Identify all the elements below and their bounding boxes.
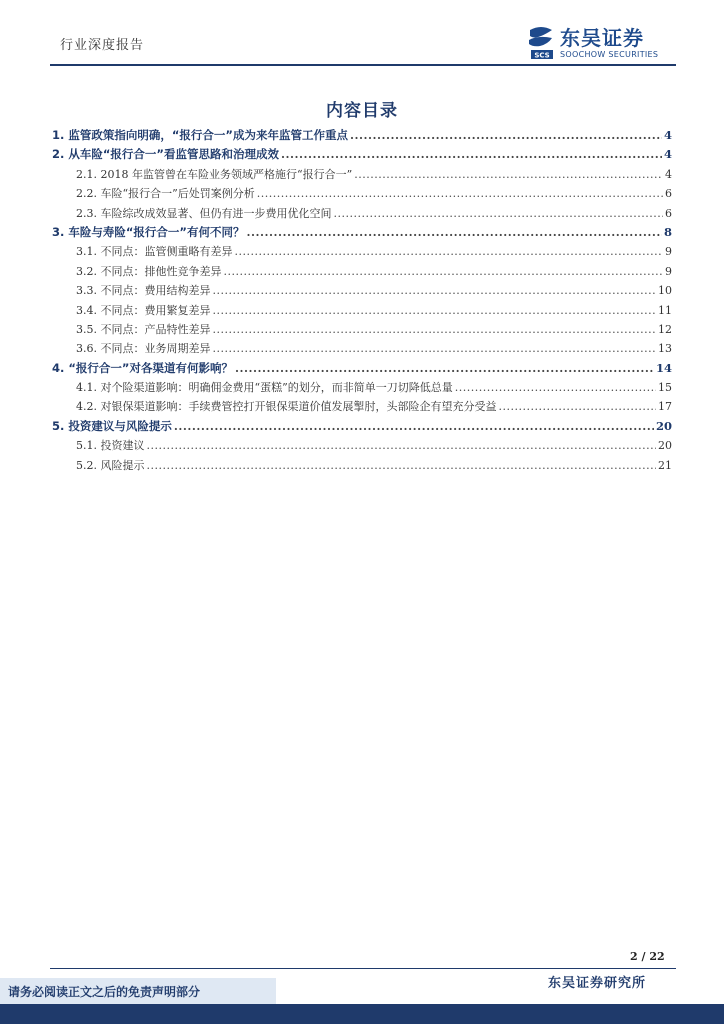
toc-leader-dots [213, 281, 657, 300]
logo-chinese-name: 东吴证券 [560, 26, 644, 50]
toc-section-entry[interactable] [52, 359, 672, 378]
toc-leader-dots [147, 456, 657, 475]
toc-leader-dots [281, 145, 662, 164]
toc-entry-label: 5.1. 投资建议 [76, 439, 145, 453]
toc-entry-page: 20 [655, 418, 672, 433]
toc-entry-page: 11 [658, 303, 672, 317]
toc-leader-dots [334, 204, 664, 223]
toc-entry-label: 3.4. 不同点：费用繁复差异 [76, 303, 211, 317]
toc-section-entry[interactable] [52, 417, 672, 436]
logo-mark-icon [526, 26, 556, 60]
toc-entry-page: 20 [658, 439, 672, 453]
toc-section-entry[interactable] [52, 126, 672, 145]
toc-entry-label: 4. “报行合一”对各渠道有何影响？ [52, 360, 233, 375]
company-logo [526, 26, 672, 62]
toc-entry-label: 4.1. 对个险渠道影响：明确佣金费用“蛋糕”的划分，而非简单一刀切降低总量 [76, 381, 453, 395]
footer-brand: 东吴证券研究所 [548, 976, 647, 991]
toc-leader-dots [350, 126, 662, 145]
toc-entry-page: 17 [658, 400, 672, 414]
toc-subsection-entry[interactable] [52, 456, 672, 475]
toc-leader-dots [174, 417, 654, 436]
toc-subsection-entry[interactable] [52, 436, 672, 455]
table-of-contents [52, 126, 672, 475]
toc-leader-dots [235, 242, 664, 261]
toc-entry-page: 12 [658, 322, 672, 336]
disclaimer-text: 请务必阅读正文之后的免责声明部分 [8, 985, 201, 999]
toc-entry-page: 8 [663, 224, 672, 239]
toc-entry-page: 9 [665, 245, 672, 259]
toc-subsection-entry[interactable] [52, 262, 672, 281]
toc-subsection-entry[interactable] [52, 339, 672, 358]
toc-entry-page: 4 [663, 128, 672, 142]
header-divider [50, 64, 676, 66]
toc-section-entry[interactable] [52, 145, 672, 164]
toc-entry-label: 2.3. 车险综改成效显著、但仍有进一步费用优化空间 [76, 206, 332, 220]
toc-leader-dots [455, 378, 656, 397]
toc-subsection-entry[interactable] [52, 184, 672, 203]
toc-subsection-entry[interactable] [52, 378, 672, 397]
footer-bar [0, 1004, 724, 1024]
page-number: 2 / 22 [630, 950, 665, 963]
toc-entry-label: 3.5. 不同点：产品特性差异 [76, 322, 211, 336]
toc-entry-page: 9 [665, 264, 672, 278]
toc-leader-dots [498, 397, 656, 416]
toc-entry-label: 2. 从车险“报行合一”看监管思路和治理成效 [52, 147, 279, 162]
toc-title: 内容目录 [326, 101, 398, 121]
toc-entry-page: 10 [658, 284, 672, 298]
toc-entry-page: 4 [663, 147, 672, 162]
toc-entry-label: 3.6. 不同点：业务周期差异 [76, 342, 211, 356]
toc-entry-label: 2.2. 车险“报行合一”后处罚案例分析 [76, 187, 255, 201]
toc-entry-page: 6 [665, 187, 672, 201]
toc-entry-label: 2.1. 2018 年监管曾在车险业务领域严格施行“报行合一” [76, 167, 353, 181]
footer-divider [50, 968, 676, 969]
toc-leader-dots [235, 359, 654, 378]
toc-leader-dots [213, 301, 657, 320]
toc-entry-label: 3. 车险与寿险“报行合一”有何不同？ [52, 224, 245, 239]
toc-subsection-entry[interactable] [52, 397, 672, 416]
toc-subsection-entry[interactable] [52, 320, 672, 339]
toc-leader-dots [257, 184, 663, 203]
toc-leader-dots [354, 165, 663, 184]
toc-leader-dots [147, 436, 657, 455]
toc-subsection-entry[interactable] [52, 165, 672, 184]
toc-leader-dots [213, 339, 657, 358]
report-category: 行业深度报告 [60, 38, 145, 53]
toc-entry-label: 5. 投资建议与风险提示 [52, 418, 172, 433]
toc-leader-dots [224, 262, 664, 281]
logo-english-name: SOOCHOW SECURITIES [560, 50, 659, 59]
toc-section-entry[interactable] [52, 223, 672, 242]
toc-entry-label: 3.2. 不同点：排他性竞争差异 [76, 264, 222, 278]
toc-entry-page: 4 [665, 167, 672, 181]
toc-entry-label: 1. 监管政策指向明确，“报行合一”成为来年监管工作重点 [52, 128, 348, 142]
toc-subsection-entry[interactable] [52, 301, 672, 320]
toc-entry-label: 5.2. 风险提示 [76, 458, 145, 472]
toc-subsection-entry[interactable] [52, 281, 672, 300]
toc-entry-page: 21 [658, 458, 672, 472]
toc-entry-label: 3.3. 不同点：费用结构差异 [76, 284, 211, 298]
toc-entry-page: 13 [658, 342, 672, 356]
toc-leader-dots [213, 320, 657, 339]
toc-entry-page: 14 [655, 360, 672, 375]
toc-subsection-entry[interactable] [52, 242, 672, 261]
toc-entry-label: 3.1. 不同点：监管侧重略有差异 [76, 245, 233, 259]
toc-entry-label: 4.2. 对银保渠道影响：手续费管控打开银保渠道价值发展掣肘，头部险企有望充分受益 [76, 400, 497, 414]
toc-subsection-entry[interactable] [52, 204, 672, 223]
toc-entry-page: 15 [658, 381, 672, 395]
toc-entry-page: 6 [665, 206, 672, 220]
logo-mark-text: SCS [534, 51, 550, 60]
toc-leader-dots [247, 223, 662, 242]
